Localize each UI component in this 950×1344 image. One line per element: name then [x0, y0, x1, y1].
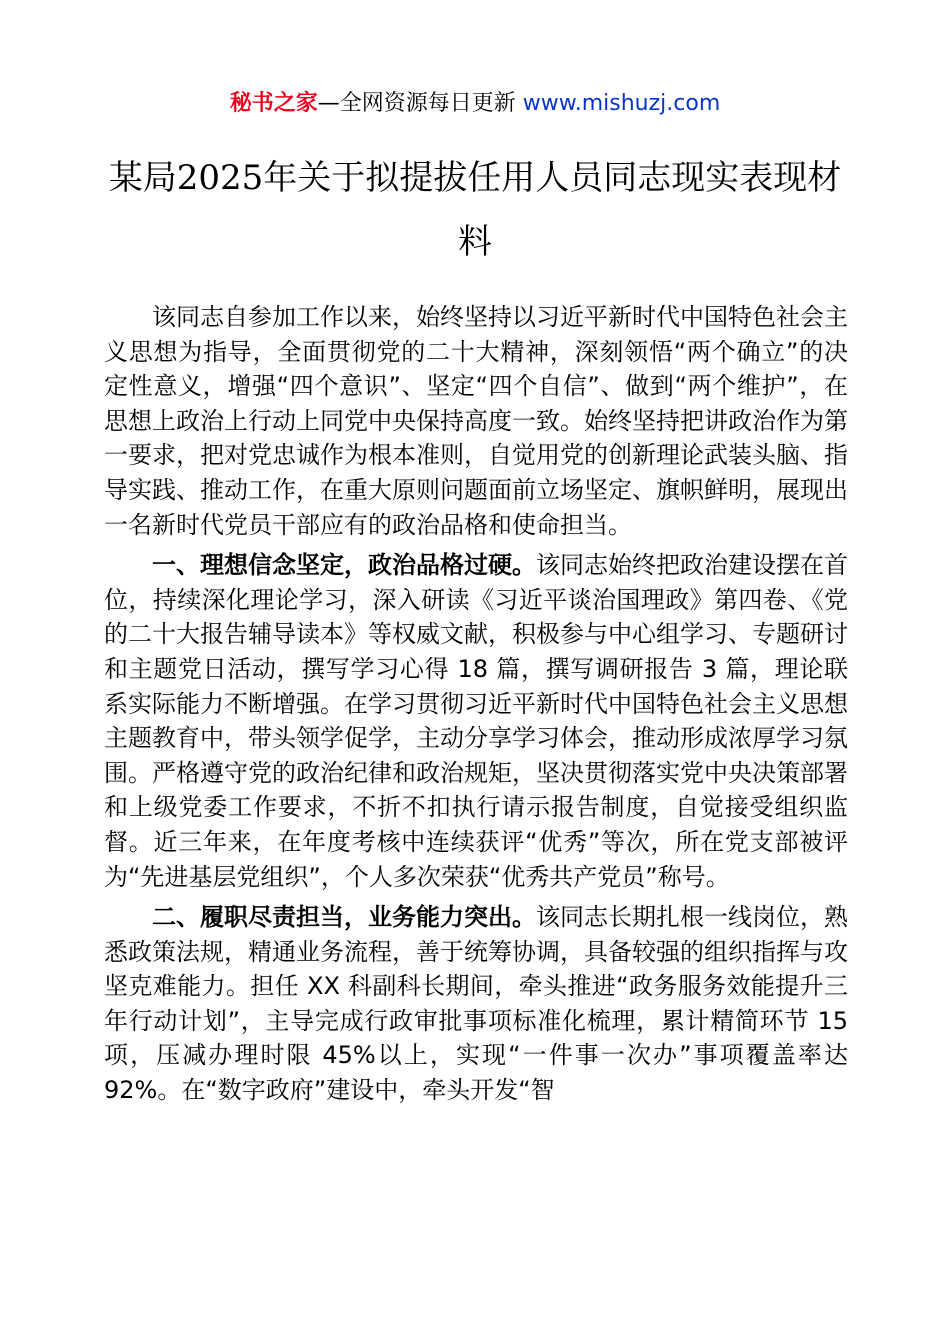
- site-url-link[interactable]: www.mishuzj.com: [522, 91, 721, 116]
- site-banner: [0, 88, 950, 120]
- section-text-2: 该同志长期扎根一线岗位，熟悉政策法规，精通业务流程，善于统筹协调，具备较强的组织指挥与攻坚克难能力。担任 XX 科副科长期间，牵头推进“政务服务效能提升三年行动计划”，主导完成行政审批事项标准化梳理，累计精简环节 15 项，压减办理时限 45%以上，实现“一件事一次办”事项覆盖率达 92%。在“数字政府”建设中，牵头开发“智: [104, 903, 848, 1105]
- document-body: [104, 300, 848, 1114]
- document-title: [100, 146, 850, 274]
- section-heading-1: 一、理想信念坚定，政治品格过硬。: [152, 551, 536, 580]
- site-brand: 秘书之家: [229, 91, 318, 116]
- section-heading-2: 二、履职尽责担当，业务能力突出。: [152, 903, 536, 932]
- title-suffix: 年关于拟提拔任用人员同志现实表现材料: [263, 158, 842, 262]
- site-tagline: —全网资源每日更新: [317, 91, 523, 116]
- section-paragraph-1: [104, 548, 848, 894]
- section-paragraph-2: [104, 900, 848, 1108]
- title-year: 2025: [176, 158, 264, 198]
- title-prefix: 某局: [108, 158, 177, 198]
- intro-paragraph: 该同志自参加工作以来，始终坚持以习近平新时代中国特色社会主义思想为指导，全面贯彻党的二十大精神，深刻领悟“两个确立”的决定性意义，增强“四个意识”、坚定“四个自信”、做到“两个维护”，在思想上政治上行动上同党中央保持高度一致。始终坚持把讲政治作为第一要求，把对党忠诚作为根本准则，自觉用党的创新理论武装头脑、指导实践、推动工作，在重大原则问题面前立场坚定、旗帜鲜明，展现出一名新时代党员干部应有的政治品格和使命担当。: [104, 303, 848, 539]
- section-text-1: 该同志始终把政治建设摆在首位，持续深化理论学习，深入研读《习近平谈治国理政》第四卷、《党的二十大报告辅导读本》等权威文献，积极参与中心组学习、专题研讨和主题党日活动，撰写学习心得 18 篇，撰写调研报告 3 篇，理论联系实际能力不断增强。在学习贯彻习近平新时代中国特色社会主义思想主题教育中，带头领学促学，主动分享学习体会，推动形成浓厚学习氛围。严格遵守党的政治纪律和政治规矩，坚决贯彻落实党中央决策部署和上级党委工作要求，不折不扣执行请示报告制度，自觉接受组织监督。近三年来，在年度考核中连续获评“优秀”等次，所在党支部被评为“先进基层党组织”，个人多次荣获“优秀共产党员”称号。: [104, 551, 848, 891]
